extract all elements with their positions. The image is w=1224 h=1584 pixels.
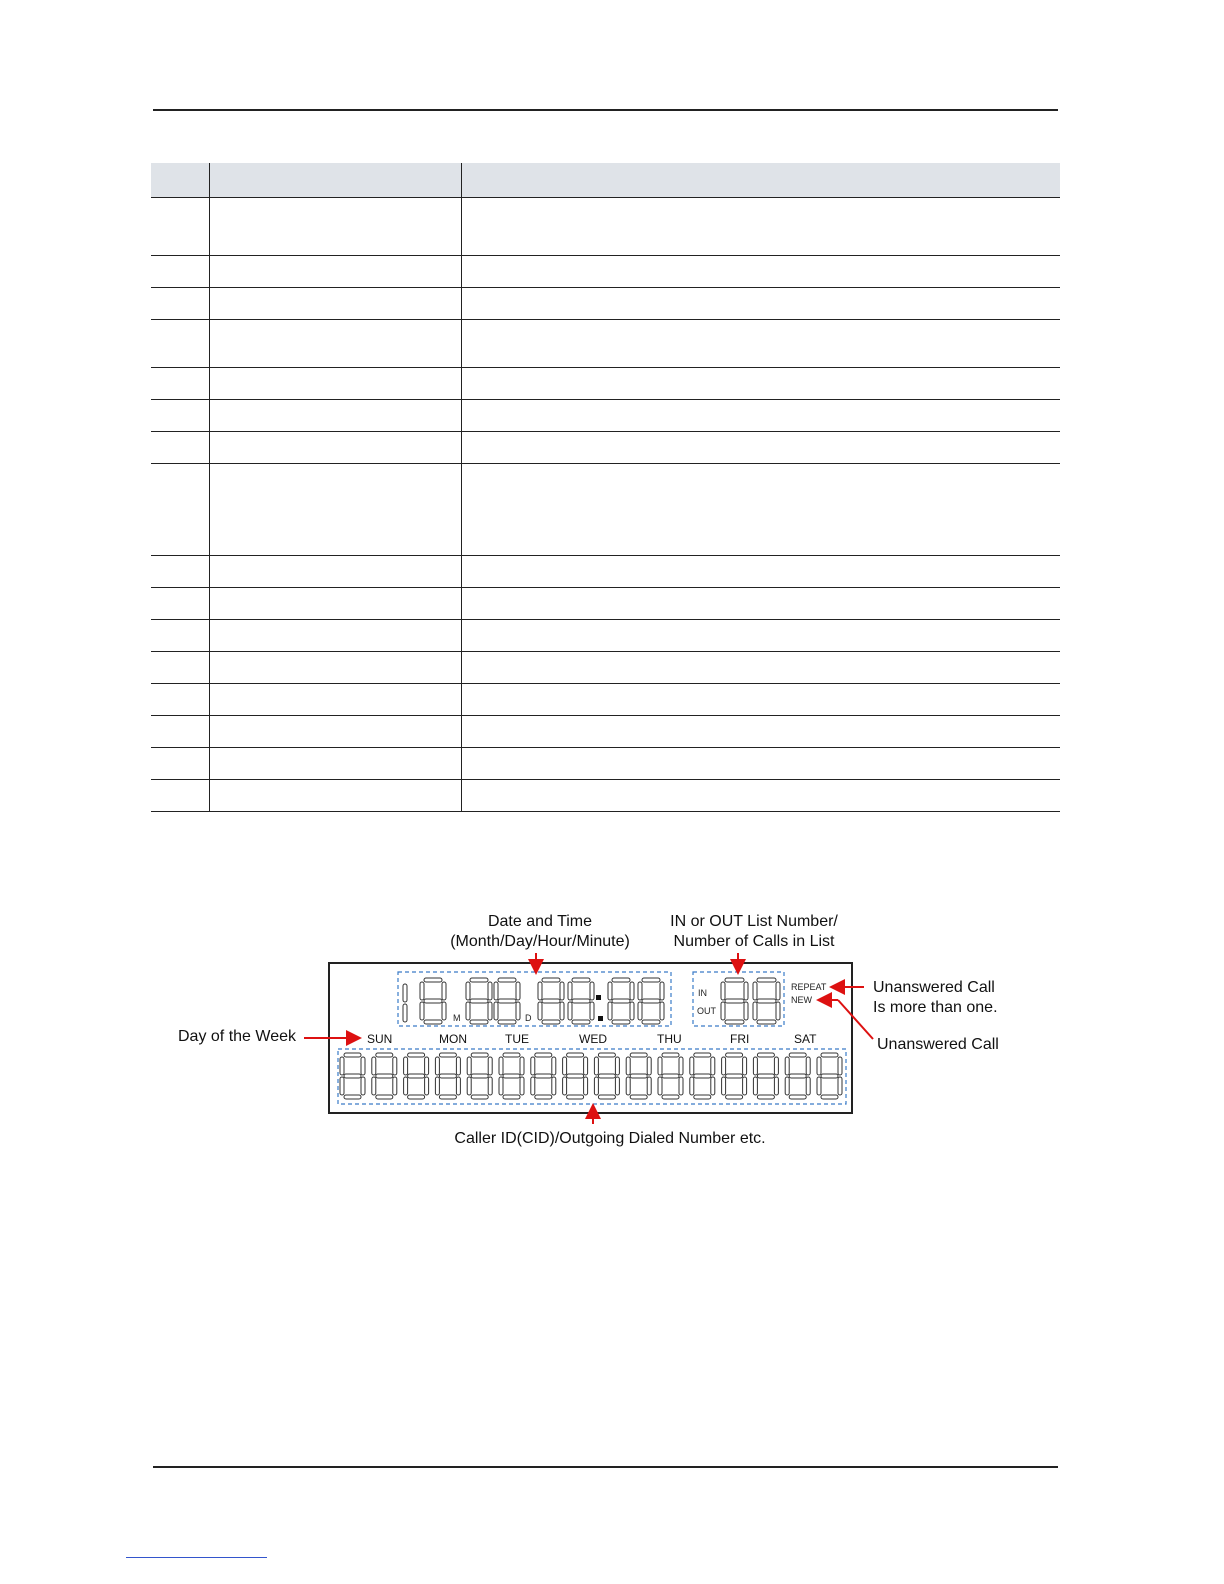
day-marker: D bbox=[525, 1013, 532, 1023]
day-fri: FRI bbox=[730, 1032, 750, 1046]
day-wed: WED bbox=[579, 1032, 607, 1046]
day-thu: THU bbox=[657, 1032, 682, 1046]
footer-rule bbox=[153, 1466, 1058, 1468]
in-indicator: IN bbox=[698, 988, 707, 998]
month-marker: M bbox=[453, 1013, 461, 1023]
day-mon: MON bbox=[439, 1032, 467, 1046]
footer-link-underline[interactable] bbox=[126, 1557, 267, 1558]
out-indicator: OUT bbox=[697, 1006, 716, 1016]
list-number-label: IN or OUT List Number/ bbox=[670, 913, 838, 930]
unanswered-new-label: Unanswered Call bbox=[877, 1036, 999, 1053]
day-sun: SUN bbox=[367, 1032, 393, 1046]
date-time-sublabel: (Month/Day/Hour/Minute) bbox=[450, 933, 630, 950]
unanswered-repeat-label: Unanswered Call bbox=[873, 979, 995, 996]
caller-id-label: Caller ID(CID)/Outgoing Dialed Number etc. bbox=[454, 1130, 766, 1147]
day-sat: SAT bbox=[794, 1032, 817, 1046]
unanswered-repeat-sublabel: Is more than one. bbox=[873, 999, 998, 1016]
new-indicator: NEW bbox=[791, 995, 812, 1005]
day-tue: TUE bbox=[505, 1032, 529, 1046]
date-time-label: Date and Time bbox=[487, 913, 593, 930]
day-of-week-label: Day of the Week bbox=[178, 1028, 296, 1045]
list-number-sublabel: Number of Calls in List bbox=[673, 933, 835, 950]
repeat-indicator: REPEAT bbox=[791, 982, 827, 992]
time-colon-dot bbox=[596, 995, 601, 1000]
time-colon-dot bbox=[598, 1016, 603, 1021]
